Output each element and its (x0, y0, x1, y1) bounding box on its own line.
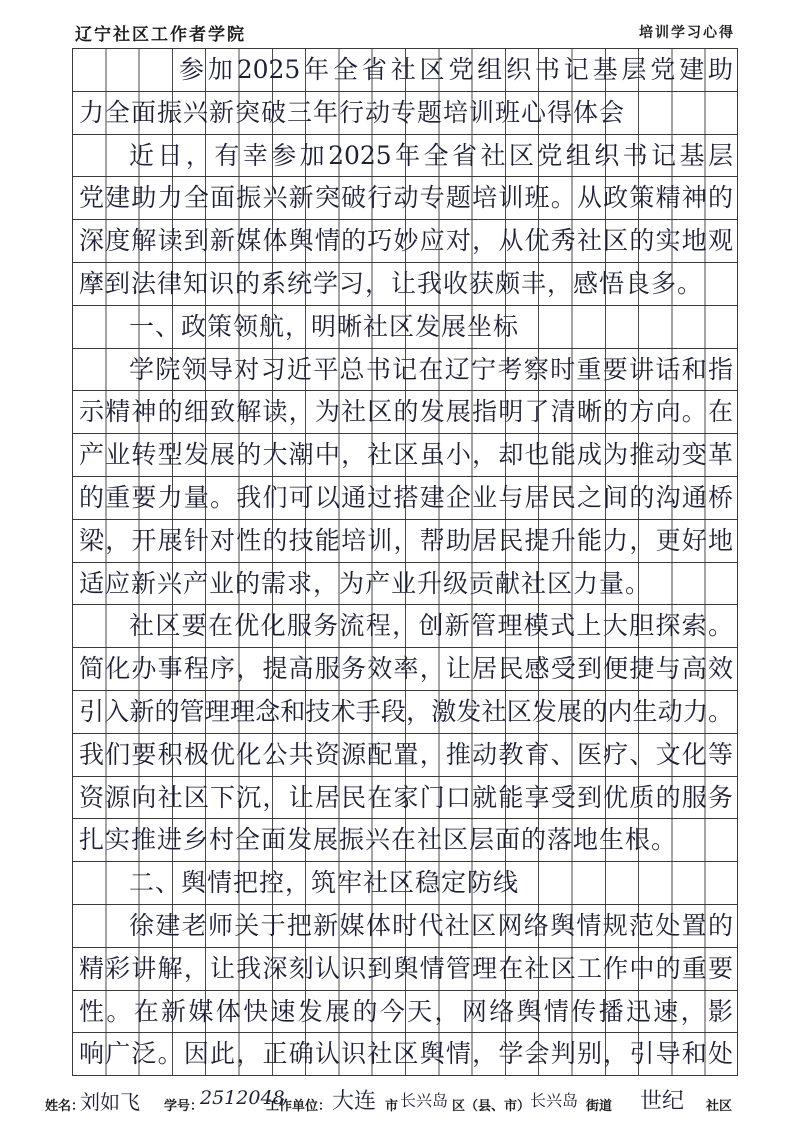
grid-row (73, 306, 737, 349)
name-label: 姓名： (45, 1099, 85, 1114)
essay-line: 摩到法律知识的系统学习，让我收获颇丰，感悟良多。 (79, 268, 704, 298)
essay-line: 近日，有幸参加2025年全省社区党组织书记基层 (129, 140, 733, 170)
essay-line: 引入新的管理理念和技术手段，激发社区发展的内生动力。 (79, 696, 733, 726)
grid-row (73, 135, 737, 178)
essay-title-line: 参加2025年全省社区党组织书记基层党建助 (179, 55, 733, 84)
essay-title-line: 力全面振兴新突破三年行动专题培训班心得体会 (79, 97, 626, 127)
grid-row (73, 691, 737, 734)
city-value: 大连 (332, 1089, 377, 1114)
grid-row (73, 648, 737, 691)
section-heading: 二、舆情把控，筑牢社区稳定防线 (129, 868, 520, 898)
work-unit-label: 工作单位： (266, 1099, 332, 1114)
grid-row (73, 391, 737, 434)
essay-line: 社区要在优化服务流程，创新管理模式上大胆探索。 (129, 611, 733, 641)
grid-row (73, 177, 737, 220)
community-suffix: 社区 (706, 1099, 733, 1114)
essay-line: 资源向社区下沉，让居民在家门口就能享受到优质的服务 (79, 782, 733, 812)
grid-row (73, 349, 737, 392)
district-suffix: 区（县、市） (452, 1099, 531, 1114)
essay-line: 扎实推进乡村全面发展振兴在社区层面的落地生根。 (79, 825, 678, 855)
essay-line: 精彩讲解，让我深刻认识到舆情管理在社区工作中的重要 (79, 953, 733, 983)
grid-row (73, 948, 737, 991)
street-value: 长兴岛 (530, 1091, 579, 1110)
grid-row (73, 819, 737, 862)
essay-line: 党建助力全面振兴新突破行动专题培训班。从政策精神的 (79, 183, 733, 213)
writing-grid (72, 48, 738, 1076)
essay-line: 我们要积极优化公共资源配置，推动教育、医疗、文化等 (79, 739, 733, 769)
essay-line: 梁，开展针对性的技能培训，帮助居民提升能力，更好地 (79, 525, 733, 555)
community-value: 世纪 (640, 1089, 685, 1114)
section-heading: 一、政策领航，明晰社区发展坐标 (129, 311, 520, 341)
grid-row (73, 263, 737, 306)
essay-line: 学院领导对习近平总书记在辽宁考察时重要讲话和指 (129, 354, 733, 384)
grid-row (73, 49, 737, 92)
grid-row (73, 862, 737, 905)
street-suffix: 街道 (586, 1099, 613, 1114)
grid-row (73, 1033, 737, 1076)
essay-line: 简化办事程序，提高服务效率，让居民感受到便捷与高效 (79, 654, 733, 684)
document-type-header: 培训学习心得 (639, 25, 735, 41)
district-value: 长兴岛 (400, 1091, 449, 1110)
student-id-label: 学号： (164, 1099, 204, 1114)
essay-line: 徐建老师关于把新媒体时代社区网络舆情规范处置的 (129, 910, 733, 940)
grid-row (73, 92, 737, 135)
student-id-value: 2512048 (200, 1087, 285, 1109)
essay-line: 示精神的细致解读，为社区的发展指明了清晰的方向。在 (79, 397, 733, 427)
essay-line: 性。在新媒体快速发展的今天，网络舆情传播迅速，影 (79, 996, 733, 1026)
essay-line: 响广泛。因此，正确认识社区舆情，学会判别，引导和处 (79, 1039, 733, 1069)
grid-row (73, 991, 737, 1034)
name-value: 刘如飞 (80, 1090, 140, 1114)
grid-row (73, 734, 737, 777)
grid-row (73, 563, 737, 606)
essay-line: 适应新兴产业的需求，为产业升级贡献社区力量。 (79, 568, 652, 598)
city-suffix: 市 (385, 1099, 399, 1114)
grid-row (73, 477, 737, 520)
grid-row (73, 777, 737, 820)
grid-row (73, 605, 737, 648)
grid-row (73, 220, 737, 263)
grid-row (73, 905, 737, 948)
institution-header: 辽宁社区工作者学院 (75, 25, 246, 45)
grid-row (73, 434, 737, 477)
grid-row (73, 520, 737, 563)
essay-line: 深度解读到新媒体舆情的巧妙应对，从优秀社区的实地观 (79, 226, 733, 256)
essay-line: 产业转型发展的大潮中，社区虽小，却也能成为推动变革 (79, 440, 733, 470)
essay-line: 的重要力量。我们可以通过搭建企业与居民之间的沟通桥 (79, 482, 733, 512)
